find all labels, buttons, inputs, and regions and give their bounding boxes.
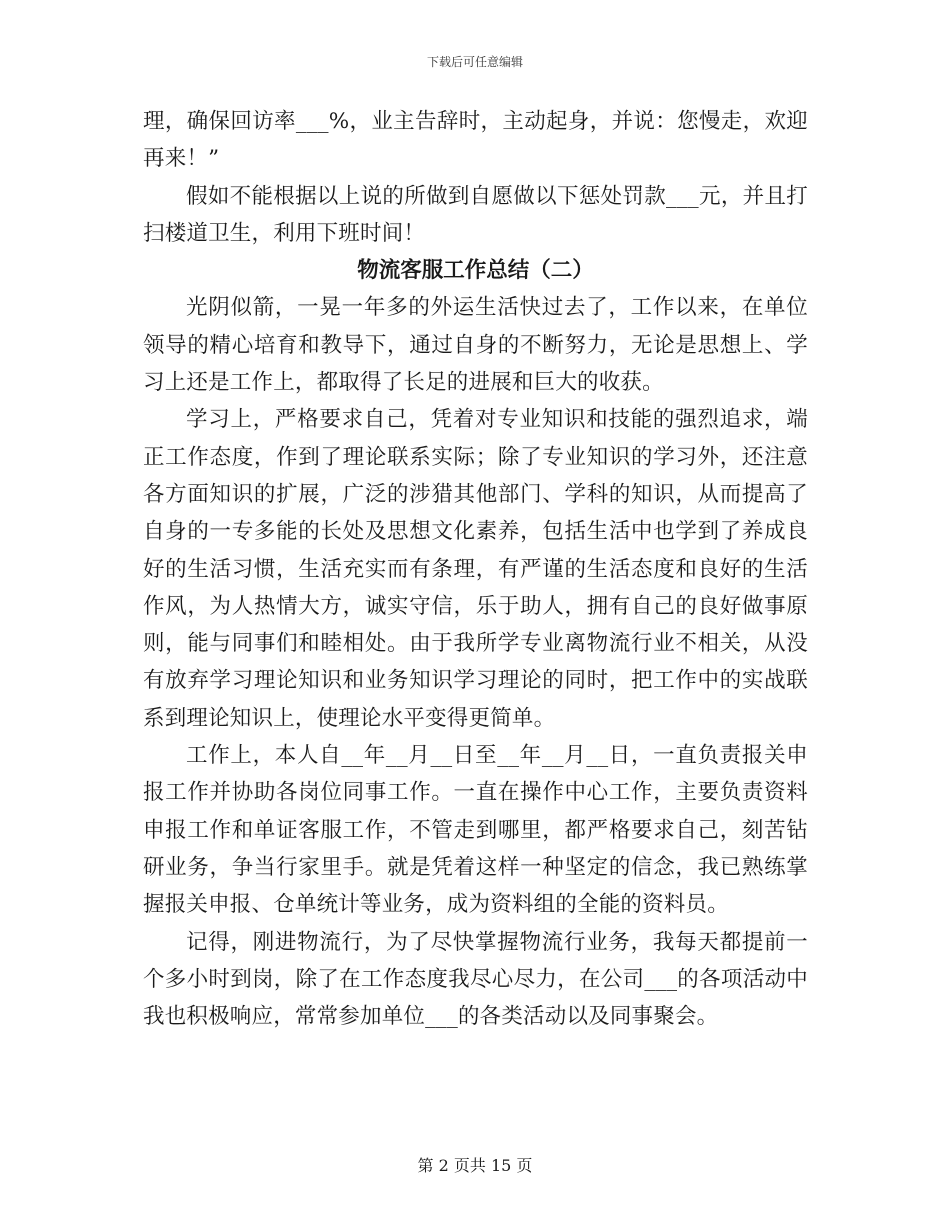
paragraph-memory: 记得，刚进物流行，为了尽快掌握物流行业务，我每天都提前一个多小时到岗，除了在工作态度我尽心尽力，在公司___的各项活动中我也积极响应，常常参加单位___的各类活动以及同事聚会。 <box>143 929 808 1030</box>
paragraph-intro: 光阴似箭，一晃一年多的外运生活快过去了，工作以来，在单位领导的精心培育和教导下，通过自身的不断努力，无论是思想上、学习上还是工作上，都取得了长足的进展和巨大的收获。 <box>143 295 808 396</box>
paragraph-penalty: 假如不能根据以上说的所做到自愿做以下惩处罚款___元，并且打扫楼道卫生，利用下班时间！ <box>143 183 808 246</box>
page-number-footer: 第 2 页共 15 页 <box>417 1156 533 1175</box>
page-header-note: 下载后可任意编辑 <box>426 55 523 69</box>
document-body <box>143 103 808 1035</box>
section-title: 物流客服工作总结（二） <box>357 258 594 284</box>
paragraph-continuation: 理，确保回访率___%，业主告辞时，主动起身，并说：您慢走，欢迎再来！” <box>143 109 808 172</box>
paragraph-study: 学习上，严格要求自己，凭着对专业知识和技能的强烈追求，端正工作态度，作到了理论联系实际；除了专业知识的学习外，还注意各方面知识的扩展，广泛的涉猎其他部门、学科的知识，从而提高了自身的一专多能的长处及思想文化素养，包括生活中也学到了养成良好的生活习惯，生活充实而有条理，有严谨的生活态度和良好的生活作风，为人热情大方，诚实守信，乐于助人，拥有自己的良好做事原则，能与同事们和睦相处。由于我所学专业离物流行业不相关，从没有放弃学习理论知识和业务知识学习理论的同时，把工作中的实战联系到理论知识上，使理论水平变得更简单。 <box>143 407 808 731</box>
paragraph-work: 工作上，本人自__年__月__日至__年__月__日，一直负责报关申报工作并协助各岗位同事工作。一直在操作中心工作，主要负责资料申报工作和单证客服工作，不管走到哪里，都严格要求自己，刻苦钻研业务，争当行家里手。就是凭着这样一种坚定的信念，我已熟练掌握报关申报、仓单统计等业务，成为资料组的全能的资料员。 <box>143 743 808 918</box>
